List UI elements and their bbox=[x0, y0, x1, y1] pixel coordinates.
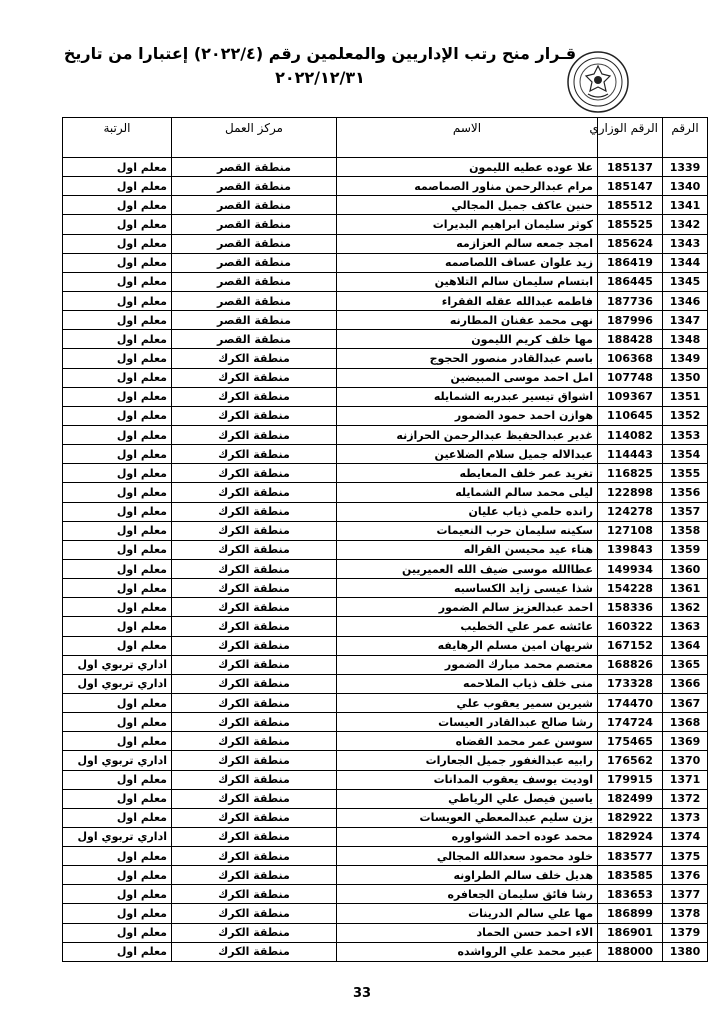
cell-ministry-num: 183653 bbox=[598, 885, 663, 904]
cell-work-center: منطقة الكرك bbox=[172, 502, 337, 521]
cell-rank: معلم اول bbox=[63, 559, 172, 578]
cell-num: 1361 bbox=[663, 579, 708, 598]
cell-ministry-num: 185624 bbox=[598, 234, 663, 253]
cell-rank: معلم اول bbox=[63, 808, 172, 827]
cell-rank: معلم اول bbox=[63, 885, 172, 904]
cell-work-center: منطقة الكرك bbox=[172, 540, 337, 559]
cell-num: 1354 bbox=[663, 445, 708, 464]
cell-name: فاطمه عبدالله عقله الفقراء bbox=[337, 291, 598, 310]
cell-rank: معلم اول bbox=[63, 904, 172, 923]
cell-ministry-num: 185512 bbox=[598, 196, 663, 215]
cell-work-center: منطقة الكرك bbox=[172, 713, 337, 732]
cell-rank: معلم اول bbox=[63, 770, 172, 789]
cell-ministry-num: 114082 bbox=[598, 425, 663, 444]
cell-rank: اداري تربوي اول bbox=[63, 827, 172, 846]
cell-num: 1344 bbox=[663, 253, 708, 272]
table-row bbox=[63, 923, 708, 942]
cell-num: 1350 bbox=[663, 368, 708, 387]
cell-name: منى خلف ذياب الملاحمه bbox=[337, 674, 598, 693]
cell-rank: معلم اول bbox=[63, 291, 172, 310]
table-row bbox=[63, 387, 708, 406]
cell-work-center: منطقة الكرك bbox=[172, 655, 337, 674]
table-row bbox=[63, 674, 708, 693]
cell-name: رابيه عبدالغفور جميل الجعارات bbox=[337, 751, 598, 770]
cell-work-center: منطقة القصر bbox=[172, 234, 337, 253]
cell-num: 1355 bbox=[663, 464, 708, 483]
table-row bbox=[63, 770, 708, 789]
cell-rank: معلم اول bbox=[63, 311, 172, 330]
cell-rank: معلم اول bbox=[63, 368, 172, 387]
cell-work-center: منطقة الكرك bbox=[172, 808, 337, 827]
ministry-seal-icon bbox=[566, 50, 630, 114]
cell-name: تغريد عمر خلف المعايطه bbox=[337, 464, 598, 483]
cell-rank: معلم اول bbox=[63, 425, 172, 444]
cell-rank: معلم اول bbox=[63, 330, 172, 349]
cell-name: احمد عبدالعزيز سالم الضمور bbox=[337, 598, 598, 617]
cell-work-center: منطقة الكرك bbox=[172, 483, 337, 502]
table-row bbox=[63, 406, 708, 425]
cell-work-center: منطقة الكرك bbox=[172, 674, 337, 693]
cell-num: 1345 bbox=[663, 272, 708, 291]
cell-ministry-num: 109367 bbox=[598, 387, 663, 406]
cell-name: مها علي سالم الدرينات bbox=[337, 904, 598, 923]
cell-work-center: منطقة الكرك bbox=[172, 425, 337, 444]
cell-name: عبير محمد علي الرواشده bbox=[337, 942, 598, 961]
cell-work-center: منطقة القصر bbox=[172, 158, 337, 177]
cell-ministry-num: 185147 bbox=[598, 177, 663, 196]
document-title bbox=[60, 42, 580, 90]
cell-ministry-num: 139843 bbox=[598, 540, 663, 559]
cell-name: كوثر سليمان ابراهيم البديرات bbox=[337, 215, 598, 234]
cell-work-center: منطقة الكرك bbox=[172, 636, 337, 655]
table-header-row bbox=[63, 118, 708, 158]
cell-name: عائشه عمر علي الخطيب bbox=[337, 617, 598, 636]
cell-rank: معلم اول bbox=[63, 272, 172, 291]
cell-num: 1359 bbox=[663, 540, 708, 559]
cell-name: هوازن احمد حمود الضمور bbox=[337, 406, 598, 425]
cell-rank: معلم اول bbox=[63, 636, 172, 655]
cell-ministry-num: 173328 bbox=[598, 674, 663, 693]
cell-name: يزن سليم عبدالمعطي العويسات bbox=[337, 808, 598, 827]
cell-rank: معلم اول bbox=[63, 789, 172, 808]
cell-name: ياسين فيصل علي الرياطي bbox=[337, 789, 598, 808]
table-row bbox=[63, 368, 708, 387]
cell-num: 1352 bbox=[663, 406, 708, 425]
cell-num: 1373 bbox=[663, 808, 708, 827]
cell-rank: معلم اول bbox=[63, 445, 172, 464]
cell-name: اشواق تيسير عبدربه الشمايله bbox=[337, 387, 598, 406]
cell-num: 1347 bbox=[663, 311, 708, 330]
table-row bbox=[63, 215, 708, 234]
cell-ministry-num: 127108 bbox=[598, 521, 663, 540]
page-number: 33 bbox=[352, 986, 372, 1001]
cell-work-center: منطقة الكرك bbox=[172, 942, 337, 961]
cell-work-center: منطقة الكرك bbox=[172, 885, 337, 904]
cell-work-center: منطقة الكرك bbox=[172, 349, 337, 368]
cell-ministry-num: 183577 bbox=[598, 847, 663, 866]
table-row bbox=[63, 521, 708, 540]
cell-num: 1376 bbox=[663, 866, 708, 885]
table-row bbox=[63, 885, 708, 904]
cell-name: رشا صالح عبدالقادر العيسات bbox=[337, 713, 598, 732]
cell-num: 1341 bbox=[663, 196, 708, 215]
cell-name: شريهان امين مسلم الرهايفه bbox=[337, 636, 598, 655]
cell-ministry-num: 154228 bbox=[598, 579, 663, 598]
cell-rank: اداري تربوي اول bbox=[63, 751, 172, 770]
cell-num: 1369 bbox=[663, 732, 708, 751]
cell-ministry-num: 116825 bbox=[598, 464, 663, 483]
cell-name: باسم عبدالقادر منصور الحجوج bbox=[337, 349, 598, 368]
cell-num: 1362 bbox=[663, 598, 708, 617]
table-row bbox=[63, 177, 708, 196]
table-row bbox=[63, 559, 708, 578]
cell-name: مها خلف كريم الليمون bbox=[337, 330, 598, 349]
cell-name: خلود محمود سعدالله المجالي bbox=[337, 847, 598, 866]
table-row bbox=[63, 617, 708, 636]
cell-rank: معلم اول bbox=[63, 502, 172, 521]
cell-work-center: منطقة القصر bbox=[172, 330, 337, 349]
cell-rank: معلم اول bbox=[63, 483, 172, 502]
cell-ministry-num: 182924 bbox=[598, 827, 663, 846]
cell-name: محمد عوده احمد الشواوره bbox=[337, 827, 598, 846]
cell-rank: اداري تربوي اول bbox=[63, 655, 172, 674]
cell-name: ابتسام سليمان سالم التلاهين bbox=[337, 272, 598, 291]
cell-num: 1367 bbox=[663, 693, 708, 712]
cell-ministry-num: 186445 bbox=[598, 272, 663, 291]
cell-name: امجد جمعه سالم العزازمه bbox=[337, 234, 598, 253]
cell-name: اوديت يوسف يعقوب المدانات bbox=[337, 770, 598, 789]
table-row bbox=[63, 579, 708, 598]
cell-work-center: منطقة القصر bbox=[172, 196, 337, 215]
table-row bbox=[63, 425, 708, 444]
table-row bbox=[63, 808, 708, 827]
cell-name: ليلى محمد سالم الشمايله bbox=[337, 483, 598, 502]
cell-ministry-num: 174724 bbox=[598, 713, 663, 732]
cell-num: 1340 bbox=[663, 177, 708, 196]
cell-rank: معلم اول bbox=[63, 847, 172, 866]
cell-num: 1380 bbox=[663, 942, 708, 961]
title-line-1: قـرار منح رتب الإداريين والمعلمين رقم (٢٠٢٢/٤) إعتبارا من تاريخ bbox=[63, 44, 577, 63]
table-row bbox=[63, 732, 708, 751]
cell-work-center: منطقة القصر bbox=[172, 291, 337, 310]
cell-num: 1371 bbox=[663, 770, 708, 789]
table-row bbox=[63, 904, 708, 923]
cell-work-center: منطقة الكرك bbox=[172, 406, 337, 425]
title-line-2: ٢٠٢٢/١٢/٣١ bbox=[275, 68, 365, 87]
table-row bbox=[63, 540, 708, 559]
cell-num: 1374 bbox=[663, 827, 708, 846]
header-ministry-num: الرقم الوزاري bbox=[598, 118, 663, 158]
cell-ministry-num: 182922 bbox=[598, 808, 663, 827]
cell-work-center: منطقة الكرك bbox=[172, 579, 337, 598]
cell-ministry-num: 187736 bbox=[598, 291, 663, 310]
cell-work-center: منطقة الكرك bbox=[172, 751, 337, 770]
table-row bbox=[63, 789, 708, 808]
cell-ministry-num: 110645 bbox=[598, 406, 663, 425]
cell-num: 1351 bbox=[663, 387, 708, 406]
table-row bbox=[63, 942, 708, 961]
cell-work-center: منطقة الكرك bbox=[172, 904, 337, 923]
cell-ministry-num: 179915 bbox=[598, 770, 663, 789]
header-name: الاسم bbox=[337, 118, 598, 158]
cell-rank: معلم اول bbox=[63, 521, 172, 540]
cell-num: 1348 bbox=[663, 330, 708, 349]
cell-work-center: منطقة الكرك bbox=[172, 559, 337, 578]
cell-ministry-num: 188000 bbox=[598, 942, 663, 961]
cell-work-center: منطقة الكرك bbox=[172, 923, 337, 942]
table-body bbox=[63, 158, 708, 962]
cell-num: 1364 bbox=[663, 636, 708, 655]
cell-ministry-num: 114443 bbox=[598, 445, 663, 464]
cell-ministry-num: 185137 bbox=[598, 158, 663, 177]
cell-name: سوسن عمر محمد القضاه bbox=[337, 732, 598, 751]
table-row bbox=[63, 847, 708, 866]
cell-ministry-num: 174470 bbox=[598, 693, 663, 712]
cell-name: زيد علوان عساف اللصاصمه bbox=[337, 253, 598, 272]
cell-ministry-num: 158336 bbox=[598, 598, 663, 617]
table-row bbox=[63, 655, 708, 674]
cell-rank: معلم اول bbox=[63, 387, 172, 406]
cell-rank: معلم اول bbox=[63, 598, 172, 617]
cell-work-center: منطقة الكرك bbox=[172, 521, 337, 540]
promotions-table bbox=[62, 117, 708, 962]
header-work-center: مركز العمل bbox=[172, 118, 337, 158]
table-row bbox=[63, 827, 708, 846]
cell-num: 1366 bbox=[663, 674, 708, 693]
table-row bbox=[63, 464, 708, 483]
cell-num: 1356 bbox=[663, 483, 708, 502]
cell-ministry-num: 188428 bbox=[598, 330, 663, 349]
table-row bbox=[63, 253, 708, 272]
cell-name: شذا عيسى زايد الكساسبه bbox=[337, 579, 598, 598]
cell-work-center: منطقة الكرك bbox=[172, 693, 337, 712]
cell-rank: معلم اول bbox=[63, 693, 172, 712]
cell-ministry-num: 106368 bbox=[598, 349, 663, 368]
cell-rank: اداري تربوي اول bbox=[63, 674, 172, 693]
cell-rank: معلم اول bbox=[63, 464, 172, 483]
cell-name: سكينه سليمان حرب النعيمات bbox=[337, 521, 598, 540]
cell-rank: معلم اول bbox=[63, 540, 172, 559]
cell-work-center: منطقة الكرك bbox=[172, 598, 337, 617]
cell-work-center: منطقة الكرك bbox=[172, 789, 337, 808]
cell-num: 1346 bbox=[663, 291, 708, 310]
cell-rank: معلم اول bbox=[63, 177, 172, 196]
cell-work-center: منطقة القصر bbox=[172, 272, 337, 291]
cell-ministry-num: 186899 bbox=[598, 904, 663, 923]
cell-name: شيرين سمير يعقوب علي bbox=[337, 693, 598, 712]
table-row bbox=[63, 751, 708, 770]
cell-ministry-num: 182499 bbox=[598, 789, 663, 808]
cell-work-center: منطقة الكرك bbox=[172, 387, 337, 406]
table-row bbox=[63, 330, 708, 349]
cell-work-center: منطقة الكرك bbox=[172, 617, 337, 636]
cell-num: 1378 bbox=[663, 904, 708, 923]
cell-name: هديل خلف سالم الطراونه bbox=[337, 866, 598, 885]
cell-work-center: منطقة الكرك bbox=[172, 445, 337, 464]
cell-work-center: منطقة الكرك bbox=[172, 866, 337, 885]
cell-num: 1379 bbox=[663, 923, 708, 942]
cell-num: 1339 bbox=[663, 158, 708, 177]
cell-num: 1360 bbox=[663, 559, 708, 578]
cell-ministry-num: 168826 bbox=[598, 655, 663, 674]
cell-num: 1349 bbox=[663, 349, 708, 368]
cell-num: 1353 bbox=[663, 425, 708, 444]
cell-ministry-num: 160322 bbox=[598, 617, 663, 636]
cell-ministry-num: 175465 bbox=[598, 732, 663, 751]
header-num: الرقم bbox=[663, 118, 708, 158]
cell-rank: معلم اول bbox=[63, 942, 172, 961]
cell-num: 1358 bbox=[663, 521, 708, 540]
cell-num: 1377 bbox=[663, 885, 708, 904]
cell-name: نهى محمد عفنان المطارنه bbox=[337, 311, 598, 330]
cell-work-center: منطقة القصر bbox=[172, 215, 337, 234]
cell-num: 1342 bbox=[663, 215, 708, 234]
cell-work-center: منطقة الكرك bbox=[172, 847, 337, 866]
cell-rank: معلم اول bbox=[63, 579, 172, 598]
cell-name: مرام عبدالرحمن مناور الصماصمه bbox=[337, 177, 598, 196]
cell-rank: معلم اول bbox=[63, 732, 172, 751]
cell-rank: معلم اول bbox=[63, 158, 172, 177]
cell-rank: معلم اول bbox=[63, 215, 172, 234]
cell-num: 1368 bbox=[663, 713, 708, 732]
cell-rank: معلم اول bbox=[63, 406, 172, 425]
cell-ministry-num: 185525 bbox=[598, 215, 663, 234]
cell-ministry-num: 167152 bbox=[598, 636, 663, 655]
cell-rank: معلم اول bbox=[63, 196, 172, 215]
cell-ministry-num: 183585 bbox=[598, 866, 663, 885]
cell-name: معتصم محمد مبارك الضمور bbox=[337, 655, 598, 674]
promotions-table-container bbox=[62, 117, 701, 962]
cell-name: علا عوده عطيه الليمون bbox=[337, 158, 598, 177]
cell-ministry-num: 187996 bbox=[598, 311, 663, 330]
cell-work-center: منطقة القصر bbox=[172, 253, 337, 272]
cell-name: الاء احمد حسن الحماد bbox=[337, 923, 598, 942]
cell-rank: معلم اول bbox=[63, 253, 172, 272]
table-row bbox=[63, 158, 708, 177]
cell-ministry-num: 107748 bbox=[598, 368, 663, 387]
cell-rank: معلم اول bbox=[63, 349, 172, 368]
table-row bbox=[63, 196, 708, 215]
table-row bbox=[63, 234, 708, 253]
cell-num: 1343 bbox=[663, 234, 708, 253]
table-row bbox=[63, 866, 708, 885]
cell-work-center: منطقة الكرك bbox=[172, 827, 337, 846]
table-row bbox=[63, 311, 708, 330]
cell-name: غدير عبدالحفيظ عبدالرحمن الحرازنه bbox=[337, 425, 598, 444]
cell-num: 1375 bbox=[663, 847, 708, 866]
cell-work-center: منطقة الكرك bbox=[172, 770, 337, 789]
cell-rank: معلم اول bbox=[63, 713, 172, 732]
cell-rank: معلم اول bbox=[63, 234, 172, 253]
cell-name: رشا فائق سليمان الجعافره bbox=[337, 885, 598, 904]
cell-ministry-num: 186419 bbox=[598, 253, 663, 272]
cell-num: 1357 bbox=[663, 502, 708, 521]
table-row bbox=[63, 636, 708, 655]
cell-name: حنين عاكف جميل المجالي bbox=[337, 196, 598, 215]
cell-ministry-num: 149934 bbox=[598, 559, 663, 578]
cell-work-center: منطقة الكرك bbox=[172, 732, 337, 751]
cell-num: 1363 bbox=[663, 617, 708, 636]
cell-num: 1372 bbox=[663, 789, 708, 808]
cell-name: عبدالاله جميل سلام الضلاعين bbox=[337, 445, 598, 464]
cell-rank: معلم اول bbox=[63, 923, 172, 942]
cell-work-center: منطقة القصر bbox=[172, 177, 337, 196]
cell-ministry-num: 176562 bbox=[598, 751, 663, 770]
cell-work-center: منطقة الكرك bbox=[172, 368, 337, 387]
table-row bbox=[63, 693, 708, 712]
header-rank: الرتبة bbox=[63, 118, 172, 158]
cell-num: 1370 bbox=[663, 751, 708, 770]
table-row bbox=[63, 502, 708, 521]
table-row bbox=[63, 445, 708, 464]
cell-ministry-num: 186901 bbox=[598, 923, 663, 942]
cell-rank: معلم اول bbox=[63, 866, 172, 885]
cell-name: رانده حلمي ذياب عليان bbox=[337, 502, 598, 521]
cell-name: هناء عيد محيسن القراله bbox=[337, 540, 598, 559]
table-row bbox=[63, 713, 708, 732]
cell-ministry-num: 124278 bbox=[598, 502, 663, 521]
cell-rank: معلم اول bbox=[63, 617, 172, 636]
table-row bbox=[63, 349, 708, 368]
table-row bbox=[63, 291, 708, 310]
cell-ministry-num: 122898 bbox=[598, 483, 663, 502]
cell-work-center: منطقة القصر bbox=[172, 311, 337, 330]
cell-work-center: منطقة الكرك bbox=[172, 464, 337, 483]
cell-name: امل احمد موسى المبيضين bbox=[337, 368, 598, 387]
cell-name: عطاالله موسى ضيف الله العميريين bbox=[337, 559, 598, 578]
table-row bbox=[63, 483, 708, 502]
cell-num: 1365 bbox=[663, 655, 708, 674]
table-row bbox=[63, 598, 708, 617]
table-row bbox=[63, 272, 708, 291]
